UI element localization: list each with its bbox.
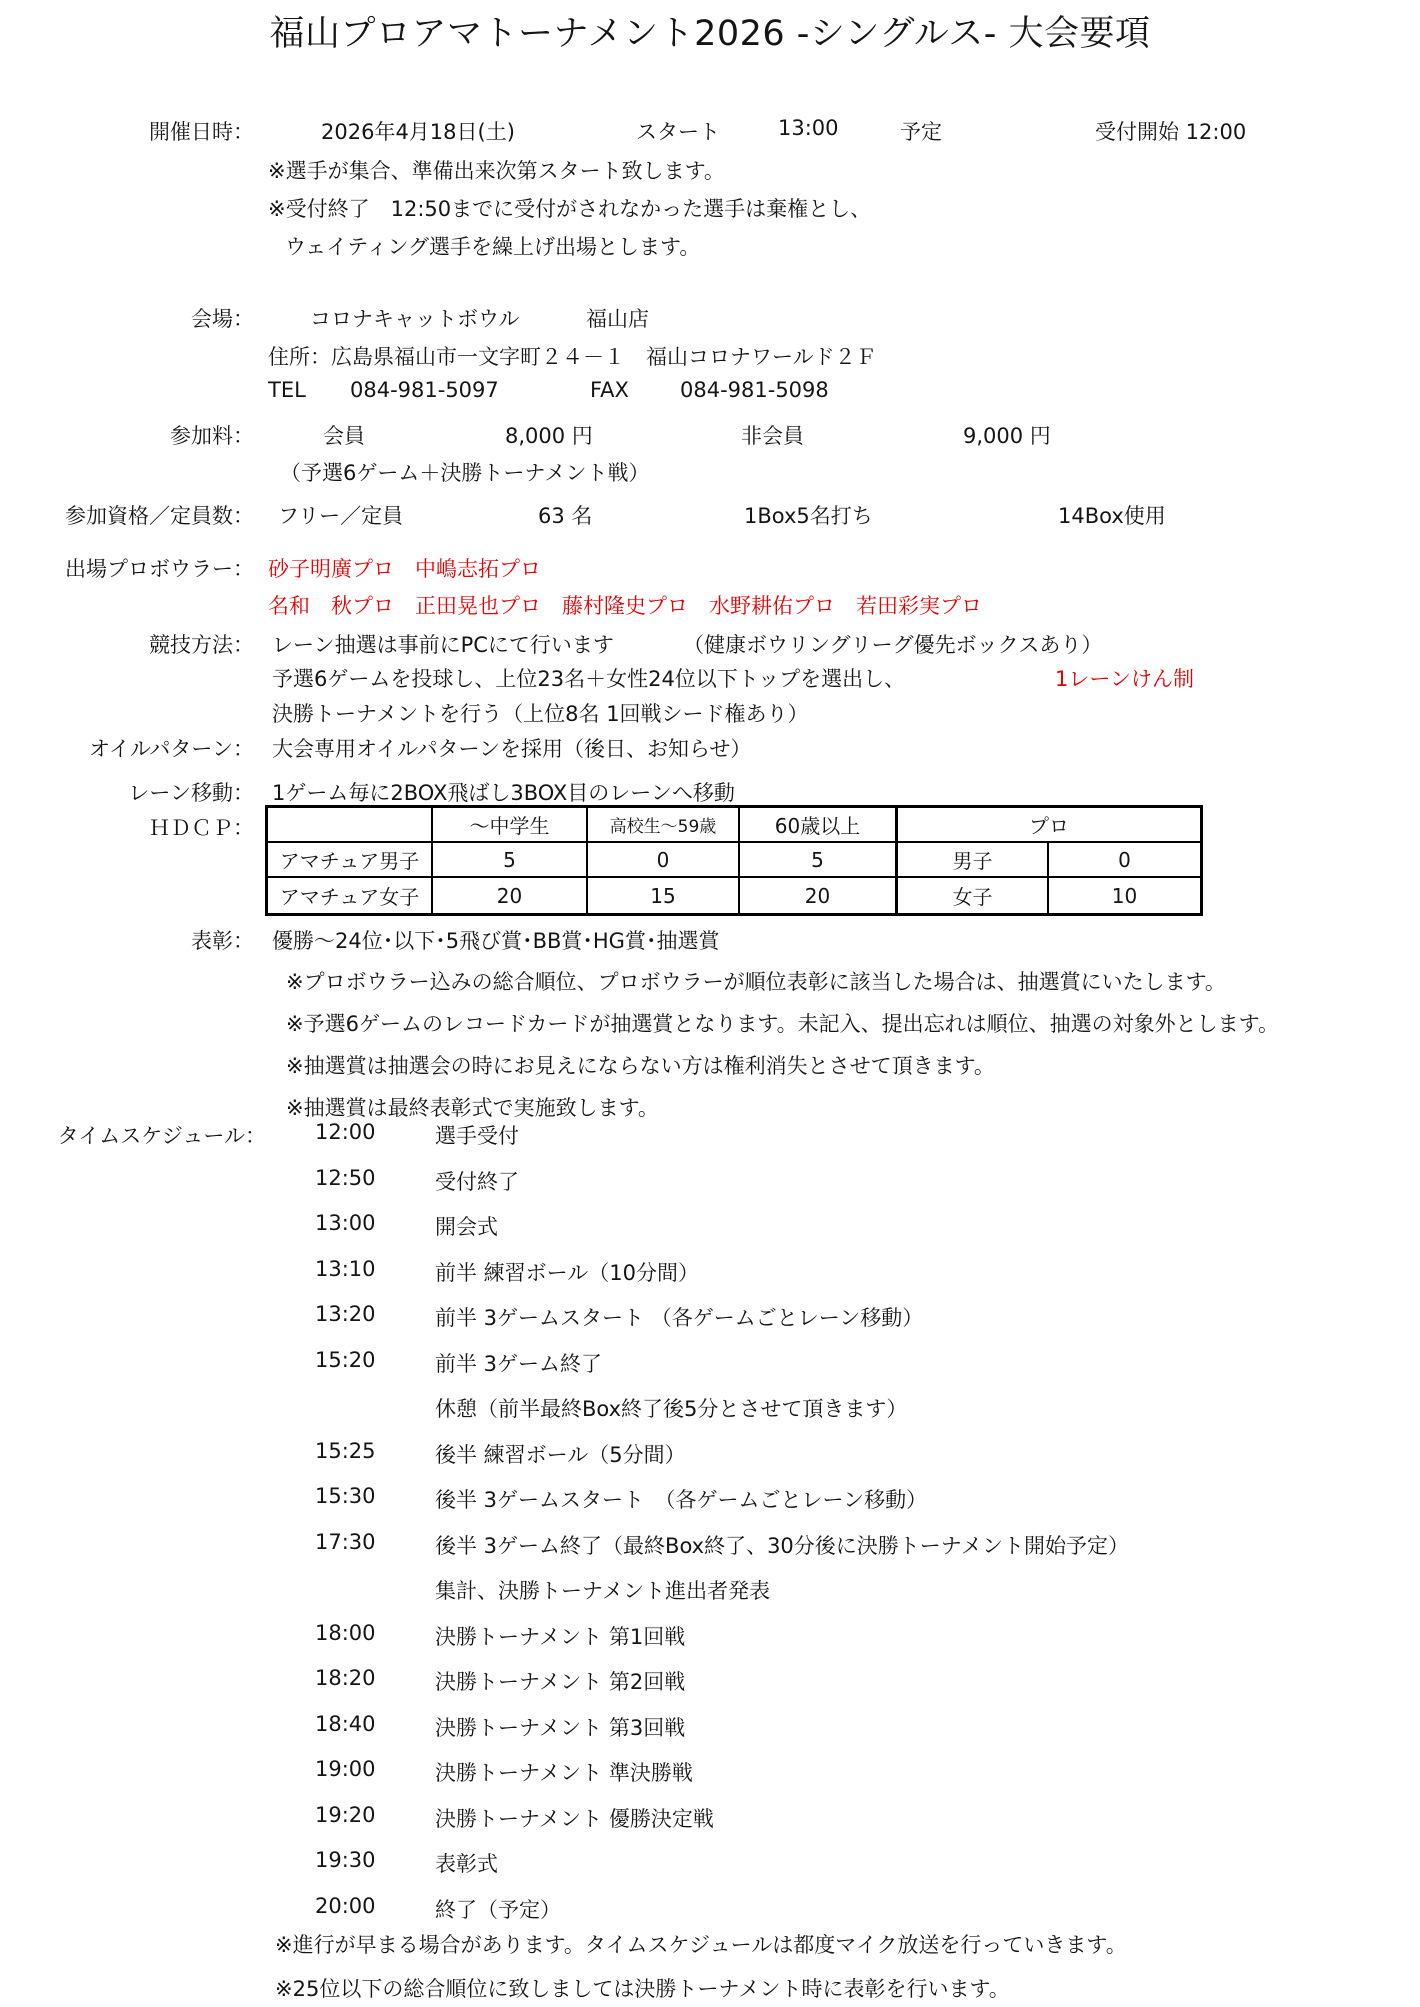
awards-label: 表彰： bbox=[191, 929, 254, 953]
oil-pattern-text: 大会専用オイルパターンを採用（後日、お知らせ） bbox=[272, 737, 752, 761]
hdcp-value: 0 bbox=[588, 843, 740, 878]
venue-branch: 福山店 bbox=[586, 307, 649, 331]
venue-name: コロナキャットボウル bbox=[310, 307, 520, 331]
rules-line-1b: （健康ボウリングリーグ優先ボックスあり） bbox=[683, 633, 1103, 657]
hdcp-header-middle-school: ～中学生 bbox=[433, 808, 588, 843]
rules-label: 競技方法： bbox=[149, 633, 254, 657]
hdcp-header-pro: プロ bbox=[898, 808, 1200, 843]
awards-note-4 bbox=[0, 1092, 1420, 1120]
hdcp-pro-value: 10 bbox=[1111, 883, 1138, 908]
schedule-time: 18:20 bbox=[315, 1666, 376, 1690]
schedule-time: 15:25 bbox=[315, 1439, 376, 1463]
hdcp-pro-gender: 男子 bbox=[898, 843, 1049, 878]
event-note-1 bbox=[0, 155, 1420, 183]
awards-row bbox=[0, 925, 1420, 953]
venue-address-row bbox=[0, 341, 1420, 369]
schedule-time: 18:00 bbox=[315, 1621, 376, 1645]
event-date: 2026年4月18日(土) bbox=[321, 120, 515, 144]
awards-line-1: 優勝～24位･以下･5飛び賞･BB賞･HG賞･抽選賞 bbox=[272, 929, 720, 953]
tel-label: TEL bbox=[268, 378, 306, 402]
hdcp-label: ＨＤＣＰ： bbox=[149, 816, 254, 840]
box-usage: 14Box使用 bbox=[1058, 504, 1166, 528]
reception-start: 受付開始 12:00 bbox=[1095, 120, 1247, 144]
start-time: 13:00 bbox=[778, 116, 839, 140]
schedule-event: 終了（予定） bbox=[435, 1898, 561, 1922]
schedule-label: タイムスケジュール： bbox=[57, 1124, 266, 1148]
rules-row-3 bbox=[0, 698, 1420, 726]
schedule-note-1 bbox=[0, 1929, 1420, 1957]
hdcp-row-name: アマチュア女子 bbox=[268, 878, 433, 913]
schedule-time: 12:00 bbox=[315, 1120, 376, 1144]
schedule-time: 12:50 bbox=[315, 1166, 376, 1190]
schedule-time: 20:00 bbox=[315, 1894, 376, 1918]
hdcp-pro-gender: 女子 bbox=[898, 878, 1049, 913]
schedule-note-2 bbox=[0, 1973, 1420, 2001]
schedule-event: 後半 3ゲームスタート （各ゲームごとレーン移動） bbox=[435, 1488, 928, 1512]
venue-label: 会場： bbox=[191, 307, 254, 331]
rules-row-2 bbox=[0, 663, 1420, 691]
rules-line-2a: 予選6ゲームを投球し、上位23名＋女性24位以下トップを選出し、 bbox=[272, 667, 906, 691]
page-title: 福山プロアマトーナメント2026 -シングルス- 大会要項 bbox=[269, 14, 1151, 54]
awards-note-3-text: ※抽選賞は抽選会の時にお見えにならない方は権利消失とさせて頂きます。 bbox=[286, 1054, 995, 1078]
event-datetime-row bbox=[0, 116, 1420, 144]
schedule-row bbox=[0, 1575, 1420, 1603]
fee-note: （予選6ゲーム＋決勝トーナメント戦） bbox=[280, 461, 650, 485]
schedule-row bbox=[0, 1621, 1420, 1649]
schedule-row bbox=[0, 1257, 1420, 1285]
rules-line-1a: レーン抽選は事前にPCにて行います bbox=[272, 633, 614, 657]
hdcp-header-over-60: 60歳以上 bbox=[740, 808, 898, 843]
schedule-row bbox=[0, 1894, 1420, 1922]
rules-row-1 bbox=[0, 629, 1420, 657]
schedule-row bbox=[0, 1803, 1420, 1831]
rules-line-3: 決勝トーナメントを行う（上位8名 1回戦シード権あり） bbox=[272, 702, 809, 726]
schedule-row bbox=[0, 1120, 1420, 1148]
schedule-event: 後半 練習ボール（5分間） bbox=[435, 1443, 686, 1467]
schedule-note-2-text: ※25位以下の総合順位に致しましては決勝トーナメント時に表彰を行います。 bbox=[275, 1977, 1010, 2001]
hdcp-table bbox=[265, 805, 1203, 916]
schedule-event: 集計、決勝トーナメント進出者発表 bbox=[435, 1579, 771, 1603]
event-note-3-text: ウェイティング選手を繰上げ出場とします。 bbox=[285, 235, 701, 259]
schedule-event: 決勝トーナメント 第3回戦 bbox=[435, 1716, 686, 1740]
hdcp-header-highschool-59: 高校生～59歳 bbox=[588, 808, 740, 843]
lane-move-text: 1ゲーム毎に2BOX飛ばし3BOX目のレーンへ移動 bbox=[272, 781, 735, 805]
tel-number: 084-981-5097 bbox=[350, 378, 499, 402]
pro-bowlers-label: 出場プロボウラー： bbox=[65, 557, 254, 581]
fax-number: 084-981-5098 bbox=[680, 378, 829, 402]
pro-bowlers-row-2 bbox=[0, 590, 1420, 618]
schedule-time: 19:00 bbox=[315, 1757, 376, 1781]
hdcp-corner-cell bbox=[268, 808, 433, 843]
schedule-time: 17:30 bbox=[315, 1530, 376, 1554]
entry-type: フリー／定員 bbox=[278, 504, 404, 528]
fee-label: 参加料： bbox=[170, 424, 254, 448]
rules-line-2b: 1レーンけん制 bbox=[1055, 667, 1194, 691]
awards-note-2-text: ※予選6ゲームのレコードカードが抽選賞となります。未記入、提出忘れは順位、抽選の対象外とします。 bbox=[286, 1012, 1279, 1036]
box-format: 1Box5名打ち bbox=[744, 504, 873, 528]
schedule-row bbox=[0, 1166, 1420, 1194]
schedule-event: 前半 3ゲーム終了 bbox=[435, 1352, 603, 1376]
venue-contact-row bbox=[0, 378, 1420, 406]
member-fee: 8,000 円 bbox=[505, 424, 593, 448]
venue-row bbox=[0, 303, 1420, 331]
hdcp-value: 5 bbox=[740, 843, 898, 878]
schedule-note-1-text: ※進行が早まる場合があります。タイムスケジュールは都度マイク放送を行っていきます。 bbox=[275, 1933, 1127, 1957]
nonmember-fee: 9,000 円 bbox=[963, 424, 1051, 448]
schedule-time: 18:40 bbox=[315, 1712, 376, 1736]
awards-note-1 bbox=[0, 966, 1420, 994]
oil-pattern-row bbox=[0, 733, 1420, 761]
schedule-row bbox=[0, 1666, 1420, 1694]
schedule-event: 開会式 bbox=[435, 1215, 498, 1239]
schedule-row bbox=[0, 1211, 1420, 1239]
oil-pattern-label: オイルパターン： bbox=[88, 737, 254, 761]
schedule-event: 決勝トーナメント 準決勝戦 bbox=[435, 1761, 693, 1785]
hdcp-pro-value: 0 bbox=[1049, 843, 1200, 878]
schedule-time: 15:30 bbox=[315, 1484, 376, 1508]
schedule-row bbox=[0, 1712, 1420, 1740]
event-note-1-text: ※選手が集合、準備出来次第スタート致します。 bbox=[268, 159, 725, 183]
start-label: スタート bbox=[636, 120, 720, 144]
start-note: 予定 bbox=[900, 120, 942, 144]
hdcp-value: 15 bbox=[588, 878, 740, 913]
entry-count: 63 名 bbox=[538, 504, 593, 528]
schedule-row bbox=[0, 1848, 1420, 1876]
venue-address: 住所：広島県福山市一文字町２４－１ 福山コロナワールド２Ｆ bbox=[268, 345, 877, 369]
pro-bowlers-line-1: 砂子明廣プロ 中嶋志拓プロ bbox=[268, 557, 541, 581]
fee-note-row bbox=[0, 457, 1420, 485]
schedule-row bbox=[0, 1393, 1420, 1421]
hdcp-value: 5 bbox=[433, 843, 588, 878]
schedule-time: 13:10 bbox=[315, 1257, 376, 1281]
schedule-event: 決勝トーナメント 第2回戦 bbox=[435, 1670, 686, 1694]
hdcp-value: 20 bbox=[740, 878, 898, 913]
schedule-row bbox=[0, 1439, 1420, 1467]
event-note-2-text: ※受付終了 12:50までに受付がされなかった選手は棄権とし、 bbox=[268, 197, 872, 221]
awards-note-4-text: ※抽選賞は最終表彰式で実施致します。 bbox=[286, 1096, 659, 1120]
hdcp-row-name: アマチュア男子 bbox=[268, 843, 433, 878]
schedule-row bbox=[0, 1484, 1420, 1512]
schedule-row bbox=[0, 1348, 1420, 1376]
hdcp-value: 20 bbox=[433, 878, 588, 913]
schedule-time: 15:20 bbox=[315, 1348, 376, 1372]
schedule-event: 前半 3ゲームスタート （各ゲームごとレーン移動） bbox=[435, 1306, 924, 1330]
schedule-row bbox=[0, 1530, 1420, 1558]
awards-note-1-text: ※プロボウラー込みの総合順位、プロボウラーが順位表彰に該当した場合は、抽選賞にいたします。 bbox=[286, 970, 1226, 994]
awards-note-3 bbox=[0, 1050, 1420, 1078]
event-datetime-label: 開催日時： bbox=[149, 120, 254, 144]
capacity-row bbox=[0, 500, 1420, 528]
schedule-time: 13:20 bbox=[315, 1302, 376, 1326]
lane-move-label: レーン移動： bbox=[128, 781, 254, 805]
schedule-event: 表彰式 bbox=[435, 1852, 498, 1876]
nonmember-label: 非会員 bbox=[741, 424, 804, 448]
event-note-3 bbox=[0, 231, 1420, 259]
pro-bowlers-line-2: 名和 秋プロ 正田晃也プロ 藤村隆史プロ 水野耕佑プロ 若田彩実プロ bbox=[268, 594, 982, 618]
schedule-event: 前半 練習ボール（10分間） bbox=[435, 1261, 699, 1285]
schedule-row bbox=[0, 1302, 1420, 1330]
schedule-event: 選手受付 bbox=[435, 1124, 519, 1148]
schedule-event: 決勝トーナメント 優勝決定戦 bbox=[435, 1807, 714, 1831]
schedule-row bbox=[0, 1757, 1420, 1785]
pro-bowlers-row-1 bbox=[0, 553, 1420, 581]
fee-row bbox=[0, 420, 1420, 448]
schedule-event: 決勝トーナメント 第1回戦 bbox=[435, 1625, 686, 1649]
fax-label: FAX bbox=[590, 378, 629, 402]
schedule-event: 休憩（前半最終Box終了後5分とさせて頂きます） bbox=[435, 1397, 908, 1421]
schedule-event: 受付終了 bbox=[435, 1170, 519, 1194]
capacity-label: 参加資格／定員数： bbox=[65, 504, 254, 528]
awards-note-2 bbox=[0, 1008, 1420, 1036]
lane-move-row bbox=[0, 777, 1420, 805]
schedule-event: 後半 3ゲーム終了（最終Box終了、30分後に決勝トーナメント開始予定） bbox=[435, 1534, 1129, 1558]
member-label: 会員 bbox=[323, 424, 365, 448]
schedule-time: 19:20 bbox=[315, 1803, 376, 1827]
schedule-time: 13:00 bbox=[315, 1211, 376, 1235]
event-note-2 bbox=[0, 193, 1420, 221]
schedule-time: 19:30 bbox=[315, 1848, 376, 1872]
